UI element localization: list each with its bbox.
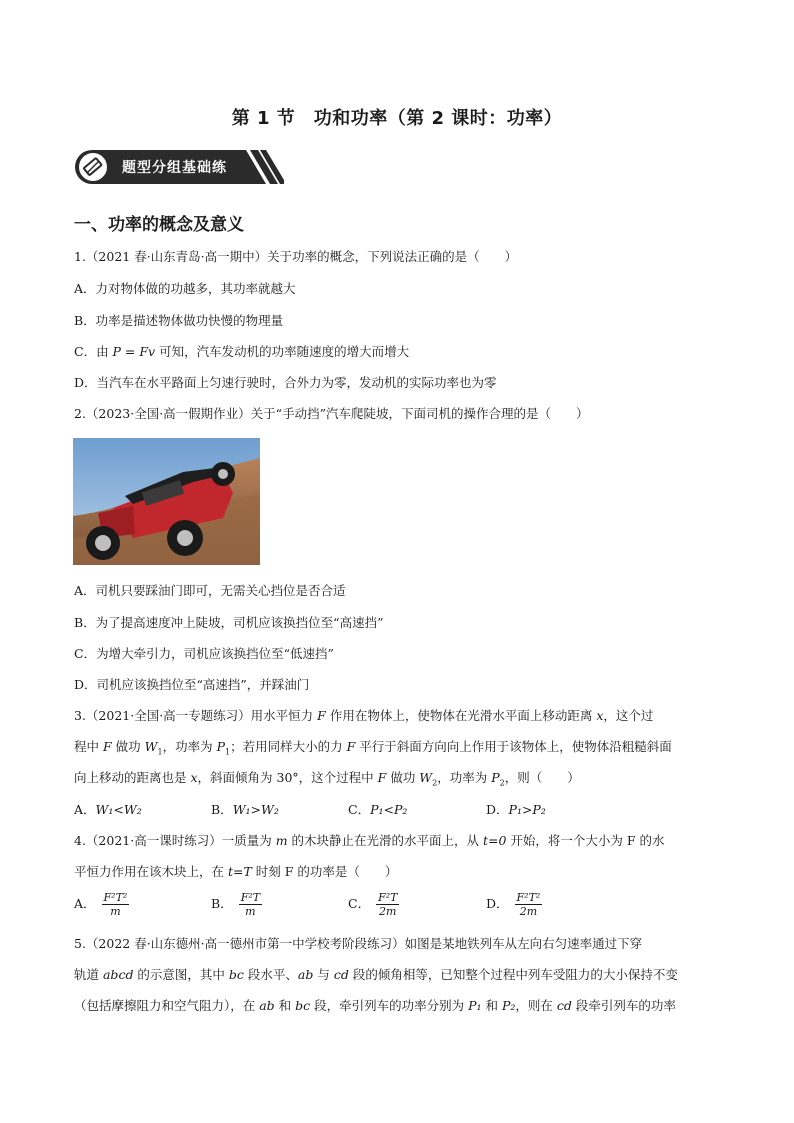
q1-option-c: C．由 P = Fv 可知，汽车发动机的功率随速度的增大而增大: [74, 344, 410, 359]
q4-option-d: D． $\frac{\text{F²T²}}{2m}$: [486, 891, 541, 918]
q2-stem: 2.（2023·全国·高一假期作业）关于“手动挡”汽车爬陡坡，下面司机的操作合理的是（ ）: [74, 406, 589, 421]
q5-line-3: （包括摩擦阻力和空气阻力），在 ab 和 bc 段，牵引列车的功率分别为 P₁ 和 P₂，则在 cd 段牵引列车的功率: [74, 998, 676, 1013]
q3-option-c: C．P₁<P₂: [348, 802, 408, 817]
q1-option-d: D．当汽车在水平路面上匀速行驶时，合外力为零，发动机的实际功率也为零: [74, 375, 497, 390]
q4-line-2: 平恒力作用在该木块上，在 t=T 时刻 F 的功率是（ ）: [74, 864, 398, 879]
q4-option-a: A． $\frac{\text{F²T²}}{m}$: [74, 891, 128, 918]
q2-option-a: A．司机只要踩油门即可，无需关心挡位是否合适: [74, 583, 346, 598]
q2-option-b: B．为了提高速度冲上陡坡，司机应该换挡位至“高速挡”: [74, 615, 384, 630]
q3-line-3: 向上移动的距离也是 x，斜面倾角为 30°，这个过程中 F 做功 $W_2$，功率为 $P_2$，则（ ）: [74, 770, 580, 788]
page-title: 第 1 节 功和功率（第 2 课时：功率）: [231, 108, 563, 129]
q1-stem: 1.（2021 春·山东青岛·高一期中）关于功率的概念，下列说法正确的是（ ）: [74, 249, 518, 264]
q3-option-d: D．P₁>P₂: [486, 802, 546, 817]
q4-line-1: 4.（2021·高一课时练习）一质量为 m 的木块静止在光滑的水平面上，从 t=0 开始，将一个大小为 F 的水: [74, 833, 665, 848]
q1-option-a: A．力对物体做的功越多，其功率就越大: [74, 281, 296, 296]
q3-line-2: 程中 F 做功 $W_1$，功率为 $P_1$；若用同样大小的力 F 平行于斜面方向向上作用于该物体上，使物体沿粗糙斜面: [74, 739, 672, 757]
q4-option-c: C． $\frac{\text{F²T}}{2m}$: [348, 891, 398, 918]
q4-option-b: B． $\frac{\text{F²T}}{m}$: [211, 891, 261, 918]
q2-option-d: D．司机应该换挡位至“高速挡”，并踩油门: [74, 677, 310, 692]
section-title: 一、功率的概念及意义: [74, 215, 244, 235]
q3-line-1: 3.（2021·全国·高一专题练习）用水平恒力 F 作用在物体上，使物体在光滑水平面上移动距离 x，这个过: [74, 708, 654, 723]
q5-line-2: 轨道 abcd 的示意图，其中 bc 段水平、ab 与 cd 段的倾角相等，已知整个过程中列车受阻力的大小保持不变: [74, 967, 678, 982]
banner-label: 题型分组基础练: [122, 160, 227, 176]
jeep-photo: [73, 438, 260, 565]
q1-option-b: B．功率是描述物体做功快慢的物理量: [74, 313, 284, 328]
q3-option-a: A．W₁<W₂: [74, 802, 142, 817]
q5-line-1: 5.（2022 春·山东德州·高一德州市第一中学校考阶段练习）如图是某地铁列车从左向右匀速率通过下穿: [74, 936, 643, 951]
q3-option-b: B．W₁>W₂: [211, 802, 279, 817]
q2-option-c: C．为增大牵引力，司机应该换挡位至“低速挡”: [74, 646, 334, 661]
